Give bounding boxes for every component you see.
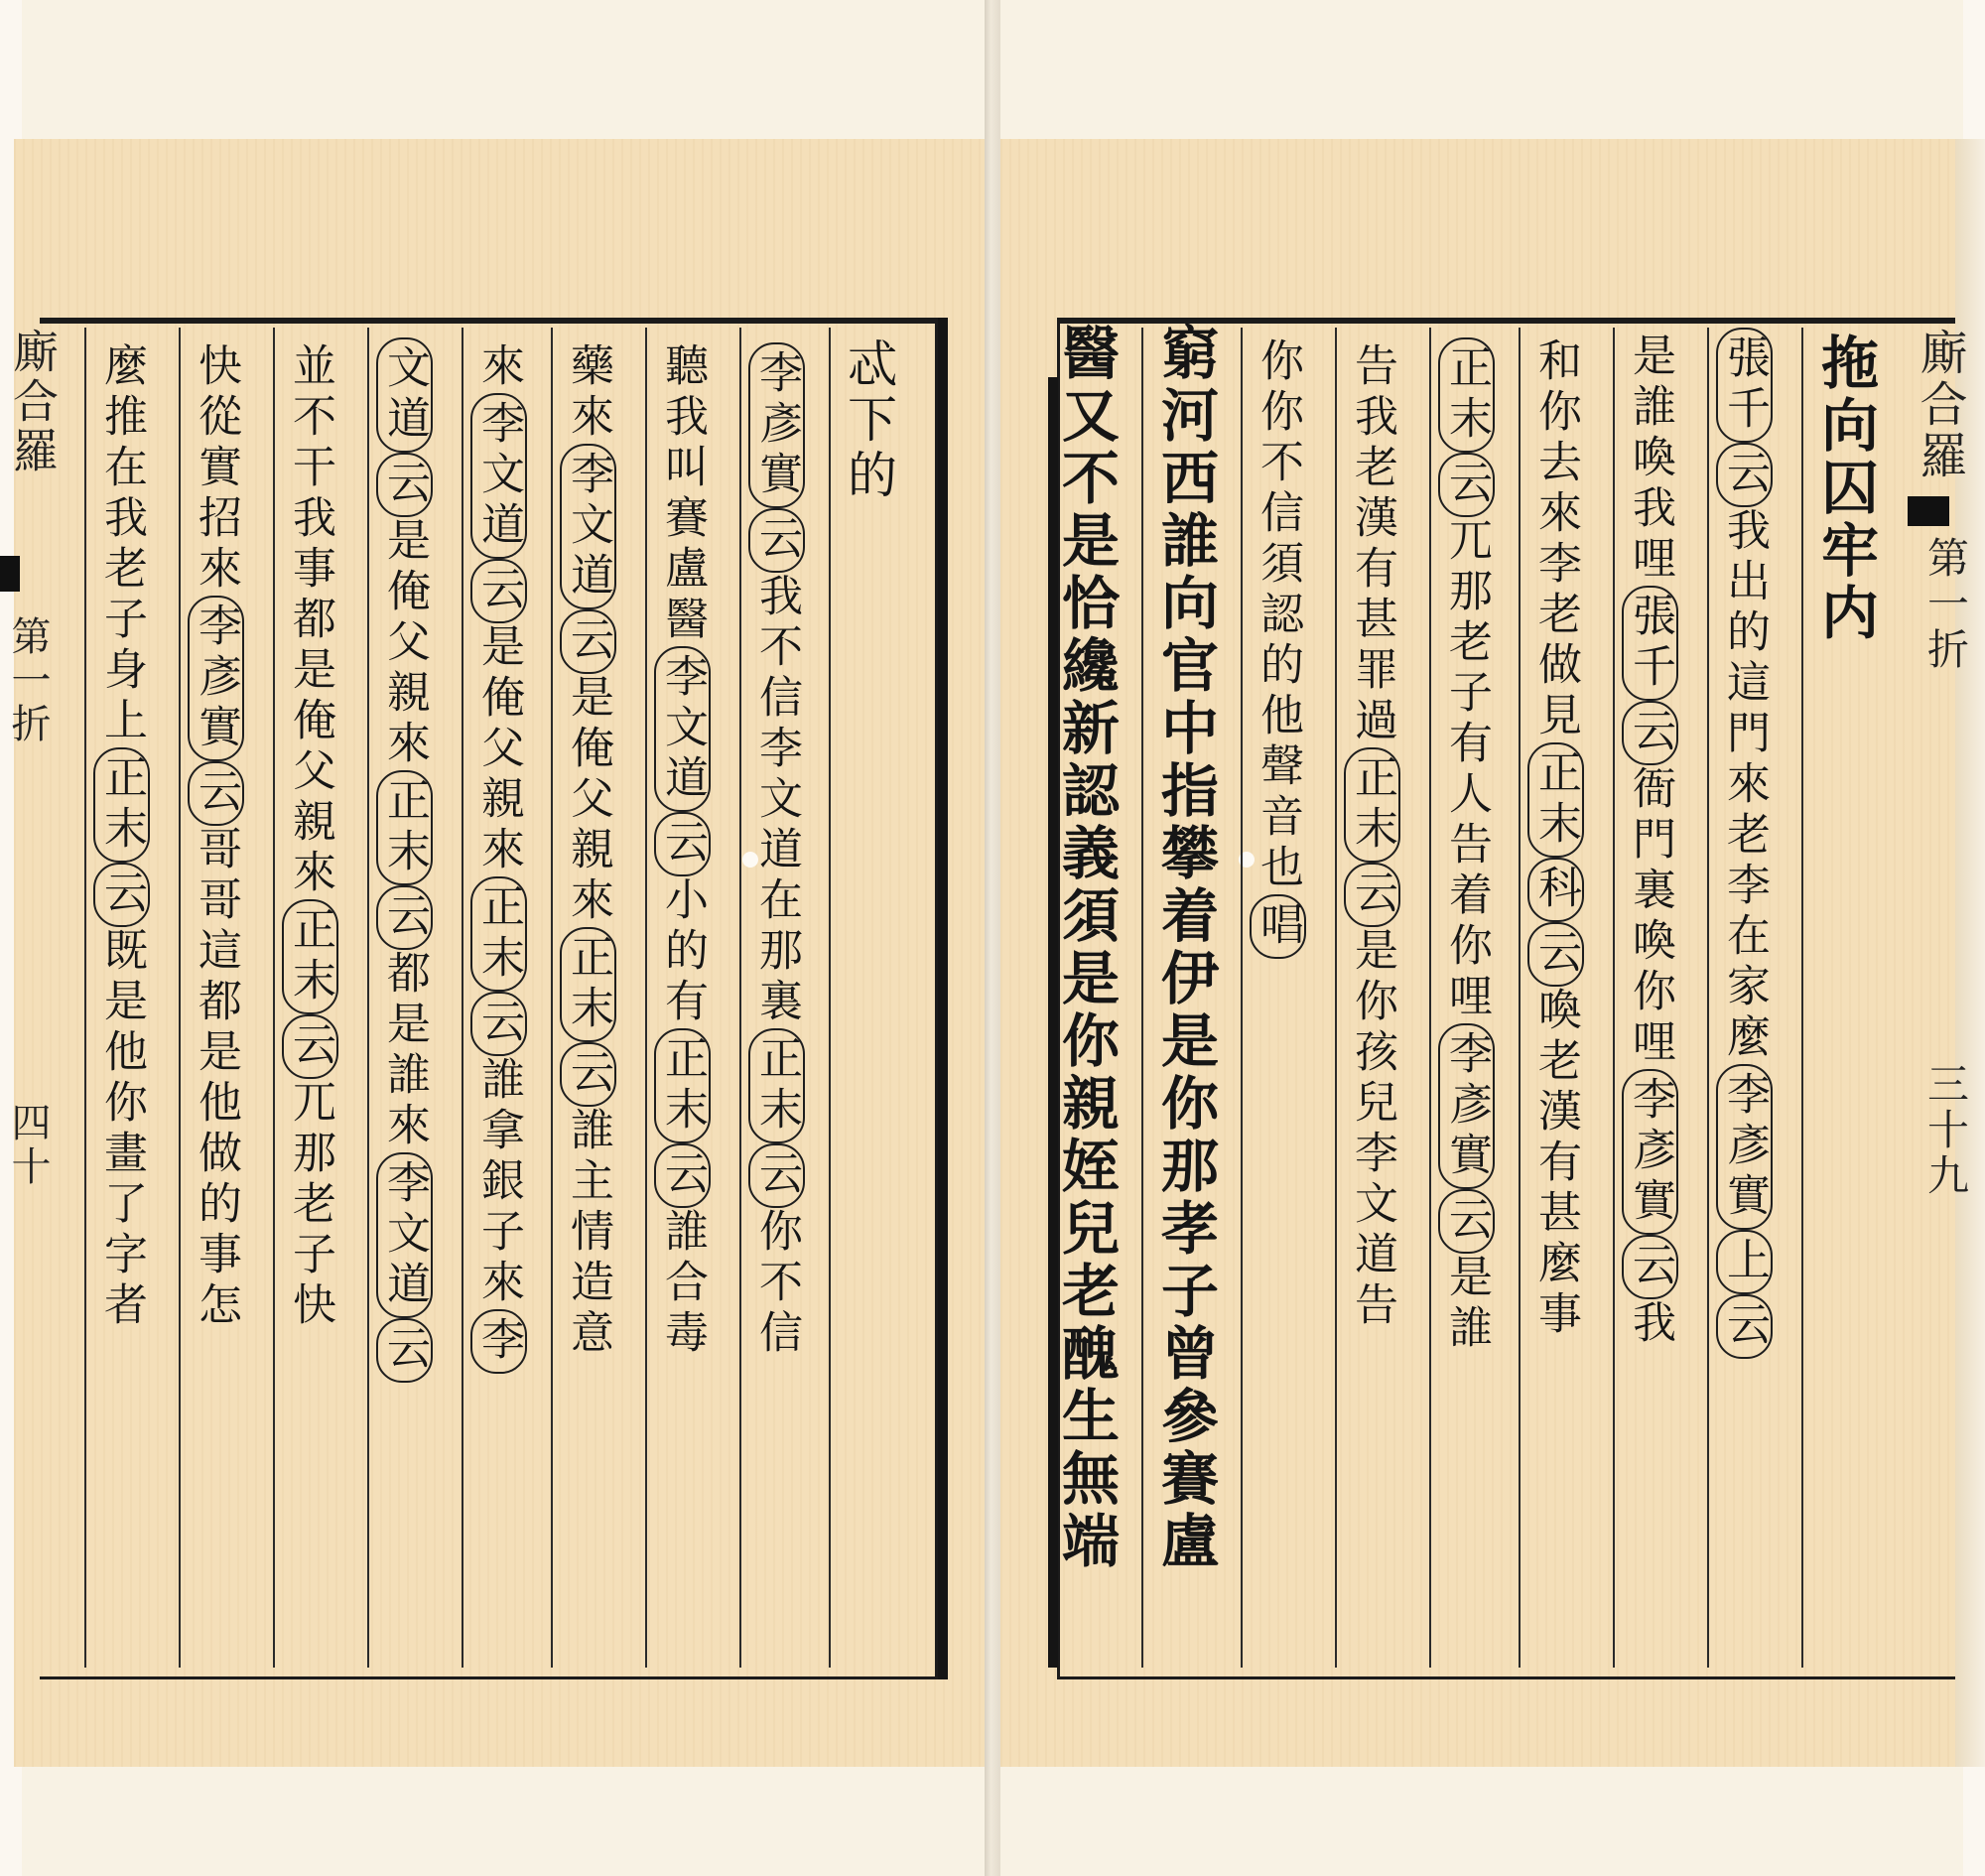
right-page-title-fragment: 廝合羅 xyxy=(1912,328,1967,482)
right-page-text-column xyxy=(1052,323,1120,1573)
left-page-text-column xyxy=(285,342,335,1332)
text-segment: 快從實招來 xyxy=(191,342,241,596)
right-page-text-column xyxy=(1719,328,1770,1359)
right-page-fishtail-mark xyxy=(1908,496,1949,526)
role-marker: 云 xyxy=(748,1143,805,1208)
right-page-folio-number: 三十九 xyxy=(1921,1062,1970,1199)
left-page-text-column xyxy=(657,342,708,1360)
column-rule xyxy=(1613,328,1615,1668)
text-segment: 誰合毒 xyxy=(657,1208,708,1360)
role-marker: 云 xyxy=(93,863,150,927)
text-segment: 兀那老子有人告着你哩 xyxy=(1441,517,1492,1023)
text-segment: 衙門裏喚你哩 xyxy=(1625,765,1675,1069)
left-page-text-column xyxy=(379,337,430,1383)
column-rule xyxy=(1335,328,1337,1668)
role-marker: 云 xyxy=(654,812,711,876)
role-marker: 云 xyxy=(376,453,433,517)
left-page-fold-line xyxy=(938,318,948,1679)
text-segment: 我出的這門來老李在家麼 xyxy=(1719,507,1770,1064)
text-segment: 告我老漢有甚罪過 xyxy=(1347,342,1397,747)
role-marker: 云 xyxy=(1622,1235,1678,1299)
role-marker: 正末 xyxy=(376,770,433,885)
text-segment: 你你不信須認的他聲音也 xyxy=(1253,337,1303,894)
role-marker: 正末 xyxy=(560,927,616,1042)
right-page-text-column xyxy=(1530,337,1581,1341)
text-segment: 是俺父親來 xyxy=(379,517,430,770)
role-marker: 正末 xyxy=(748,1028,805,1143)
role-marker: 張千 xyxy=(1622,586,1678,701)
role-marker: 云 xyxy=(282,1014,338,1079)
text-segment: 麼推在我老子身上 xyxy=(96,342,147,747)
role-marker: 正末 xyxy=(93,747,150,863)
column-rule xyxy=(1141,328,1143,1668)
role-marker: 云 xyxy=(560,1042,616,1107)
text-segment: 都是誰來 xyxy=(379,950,430,1152)
role-marker: 李文道 xyxy=(560,444,616,609)
left-page-text-column xyxy=(96,342,147,1332)
column-rule xyxy=(462,328,463,1668)
text-segment: 拖向囚牢内 xyxy=(1811,333,1879,645)
text-segment: 你不信 xyxy=(751,1208,802,1360)
column-rule xyxy=(645,328,647,1668)
left-page-text-column xyxy=(840,337,897,504)
role-marker: 云 xyxy=(654,1143,711,1208)
text-segment: 我不信李文道在那裏 xyxy=(751,573,802,1028)
column-rule xyxy=(84,328,86,1668)
role-marker: 正末 xyxy=(654,1028,711,1143)
text-segment: 我 xyxy=(1625,1299,1675,1350)
text-segment: 是你孩兒李文道告 xyxy=(1347,927,1397,1332)
left-page-text-column xyxy=(563,342,613,1360)
column-rule xyxy=(1801,328,1803,1668)
text-segment: 喚老漢有甚麼事 xyxy=(1530,987,1581,1341)
column-rule xyxy=(739,328,741,1668)
text-segment: 哥哥這都是他做的事怎 xyxy=(191,826,241,1332)
right-page-text-column xyxy=(1347,342,1397,1332)
book-gutter xyxy=(985,0,1000,1876)
right-page-text-column xyxy=(1441,337,1492,1355)
role-marker: 云 xyxy=(1716,1294,1773,1359)
role-marker: 李文道 xyxy=(470,393,527,559)
role-marker: 云 xyxy=(748,508,805,573)
text-segment: 並不干我事都是俺父親來 xyxy=(285,342,335,899)
text-segment: 和你去來 xyxy=(1530,337,1581,540)
role-marker: 正末 xyxy=(1344,747,1400,863)
role-marker: 云 xyxy=(376,1318,433,1383)
column-rule xyxy=(1519,328,1521,1668)
role-marker: 云 xyxy=(1527,922,1584,987)
left-page-title-fragment: 廝合羅 xyxy=(6,328,60,476)
right-page-text-column xyxy=(1151,323,1219,1573)
role-marker: 李彥實 xyxy=(1438,1023,1495,1189)
role-marker: 云 xyxy=(376,885,433,950)
right-page-text-column xyxy=(1811,333,1879,645)
role-marker: 正末 xyxy=(282,899,338,1014)
role-marker: 正末 xyxy=(1438,337,1495,453)
role-marker: 李彥實 xyxy=(1716,1064,1773,1230)
role-marker: 正末 xyxy=(1527,742,1584,858)
role-marker: 云 xyxy=(1622,701,1678,765)
text-segment: 來 xyxy=(473,342,524,393)
right-page-text-column xyxy=(1625,333,1675,1350)
role-marker: 李文道 xyxy=(654,646,711,812)
text-segment: 醫又不是恰纔新認義須是你親姪兒老醜生無端 xyxy=(1052,323,1120,1573)
text-segment: 李老做見 xyxy=(1530,540,1581,742)
text-segment: 誰拿銀子來 xyxy=(473,1056,524,1309)
role-marker: 正末 xyxy=(470,876,527,992)
left-page-text-column xyxy=(751,342,802,1360)
column-rule xyxy=(1707,328,1709,1668)
left-page-folio-number: 四十 xyxy=(5,1102,51,1189)
text-segment: 是俺父親來 xyxy=(473,623,524,876)
role-marker: 云 xyxy=(188,761,244,826)
column-rule xyxy=(273,328,275,1668)
role-marker: 云 xyxy=(560,609,616,674)
column-rule xyxy=(1429,328,1431,1668)
role-marker: 李文道 xyxy=(376,1152,433,1318)
role-marker: 李 xyxy=(470,1309,527,1374)
column-rule xyxy=(1241,328,1243,1668)
text-segment: 是俺父親來 xyxy=(563,674,613,927)
text-segment: 既是他你畫了字者 xyxy=(96,927,147,1332)
role-marker: 李彥實 xyxy=(188,596,244,761)
left-page-chapter-mark: 第一折 xyxy=(5,615,51,746)
column-rule xyxy=(179,328,181,1668)
role-marker: 云 xyxy=(1716,443,1773,507)
role-marker: 云 xyxy=(1438,453,1495,517)
column-rule xyxy=(551,328,553,1668)
column-rule xyxy=(367,328,369,1668)
left-page-fishtail-mark xyxy=(0,556,20,592)
text-segment: 誰主情造意 xyxy=(563,1107,613,1360)
column-rule xyxy=(829,328,831,1668)
role-marker: 云 xyxy=(1438,1189,1495,1254)
role-marker: 上 xyxy=(1716,1230,1773,1294)
text-segment: 是誰喚我哩 xyxy=(1625,333,1675,586)
text-segment: 藥來 xyxy=(563,342,613,444)
role-marker: 李彥實 xyxy=(748,342,805,508)
left-page-text-column xyxy=(191,342,241,1332)
text-segment: 聽我叫賽盧醫 xyxy=(657,342,708,646)
role-marker: 張千 xyxy=(1716,328,1773,443)
text-segment: 忒下的 xyxy=(840,337,897,504)
role-marker: 唱 xyxy=(1250,894,1306,959)
role-marker: 科 xyxy=(1527,858,1584,922)
left-page-text-column xyxy=(473,342,524,1374)
role-marker: 文道 xyxy=(376,337,433,453)
text-segment: 窮河西誰向官中指攀着伊是你那孝子曾參賽盧 xyxy=(1151,323,1219,1573)
right-page-chapter-mark: 第一折 xyxy=(1921,536,1970,673)
text-segment: 是誰 xyxy=(1441,1254,1492,1355)
role-marker: 云 xyxy=(470,559,527,623)
text-segment: 兀那老子快 xyxy=(285,1079,335,1332)
right-page-text-column xyxy=(1253,337,1303,959)
role-marker: 李彥實 xyxy=(1622,1069,1678,1235)
role-marker: 云 xyxy=(470,992,527,1056)
text-segment: 小的有 xyxy=(657,876,708,1028)
role-marker: 云 xyxy=(1344,863,1400,927)
